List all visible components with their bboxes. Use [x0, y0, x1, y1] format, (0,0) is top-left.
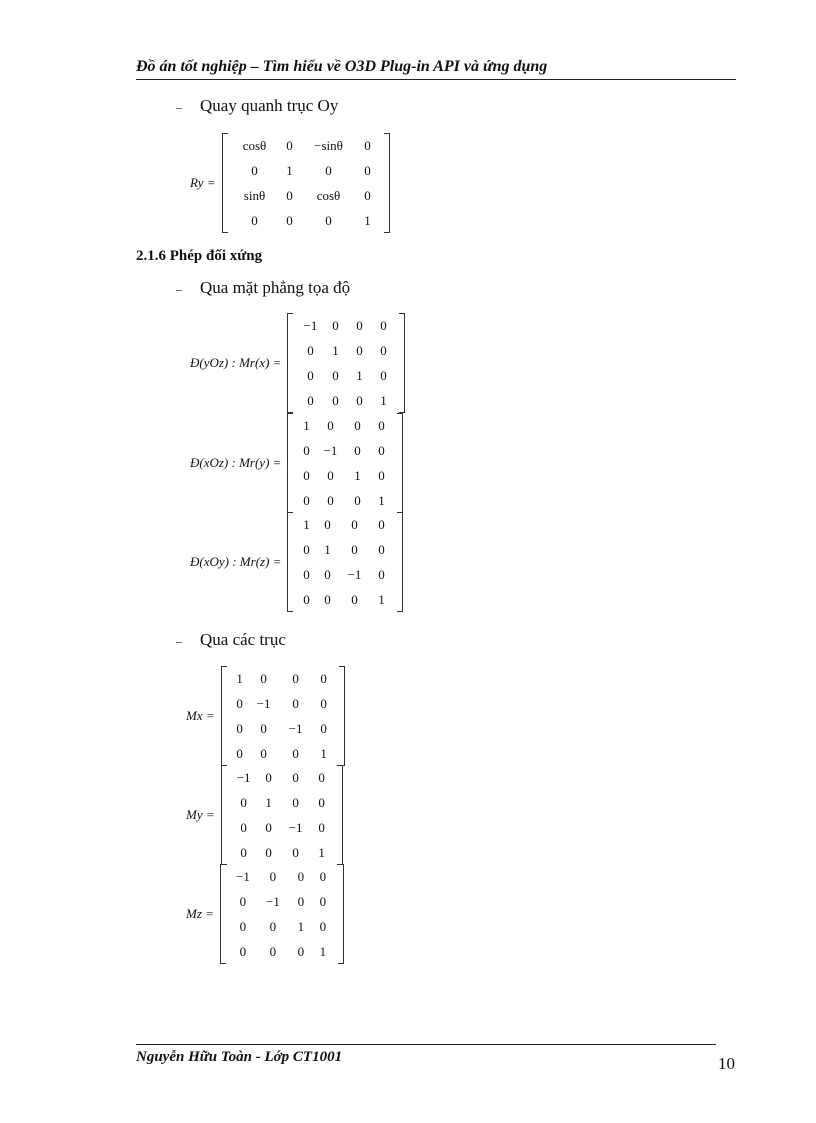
matrix-cell: 0 — [356, 393, 363, 408]
matrix-cell: 1 — [380, 393, 387, 408]
matrix — [287, 313, 405, 413]
matrix — [287, 512, 403, 612]
equation-lhs: Đ(xOz) : Mr(y) = — [190, 455, 282, 470]
matrix-cell: 0 — [303, 468, 310, 483]
matrix-cell: 0 — [265, 770, 272, 785]
matrix-cell: 0 — [378, 443, 385, 458]
matrix-cell: 0 — [380, 368, 387, 383]
bullet-axes — [176, 630, 286, 651]
matrix-cell: 0 — [240, 845, 247, 860]
page-header — [136, 57, 736, 80]
equation-rotation-y — [190, 133, 390, 233]
matrix-cell: 0 — [251, 163, 258, 178]
matrix-grid — [231, 666, 335, 766]
matrix-cell: 0 — [297, 894, 305, 909]
matrix-cell: −1 — [236, 869, 250, 884]
matrix-cell: 0 — [303, 443, 310, 458]
matrix-cell: 0 — [251, 213, 258, 228]
matrix-cell: 0 — [319, 869, 327, 884]
matrix-grid — [297, 313, 395, 413]
matrix-cell: 0 — [354, 493, 361, 508]
matrix-cell: 0 — [303, 542, 310, 557]
matrix-cell: 0 — [307, 393, 314, 408]
matrix-cell: −1 — [288, 820, 303, 835]
matrix-grid — [232, 133, 380, 233]
matrix-cell: −sinθ — [314, 138, 343, 153]
matrix-grid — [297, 413, 393, 513]
equation-lhs: Mx = — [186, 708, 215, 723]
footer-author: Nguyễn Hữu Toàn - Lớp CT1001 — [136, 1049, 343, 1065]
matrix-cell: 0 — [380, 318, 387, 333]
matrix-cell: 0 — [240, 795, 247, 810]
equation-lhs: Đ(yOz) : Mr(x) = — [190, 355, 282, 370]
matrix-cell: 0 — [292, 696, 299, 711]
bullet-dash: – — [176, 634, 182, 649]
matrix-cell: 0 — [297, 869, 305, 884]
matrix — [222, 133, 390, 233]
matrix — [220, 864, 344, 964]
matrix-cell: 0 — [292, 845, 299, 860]
matrix-cell: 0 — [324, 567, 331, 582]
matrix-cell: cosθ — [316, 188, 341, 203]
matrix-cell: −1 — [347, 567, 362, 582]
matrix-cell: 0 — [239, 894, 247, 909]
matrix-cell: −1 — [256, 696, 271, 711]
matrix-cell: 0 — [260, 721, 267, 736]
matrix-grid — [230, 864, 334, 964]
matrix-cell: −1 — [288, 721, 303, 736]
matrix-cell: 1 — [286, 163, 293, 178]
matrix-cell: 0 — [297, 944, 305, 959]
matrix-cell: 0 — [292, 795, 299, 810]
matrix-cell: 0 — [324, 592, 331, 607]
footer-divider — [136, 1044, 716, 1045]
equation-lhs: My = — [186, 807, 215, 822]
matrix-cell: cosθ — [242, 138, 267, 153]
matrix-cell: sinθ — [243, 188, 266, 203]
matrix-cell: 0 — [332, 318, 339, 333]
matrix-cell: 0 — [269, 944, 277, 959]
bullet-coordinate-planes — [176, 278, 350, 299]
matrix-cell: 1 — [319, 944, 327, 959]
matrix-cell: 0 — [318, 795, 325, 810]
bullet-dash: – — [176, 282, 182, 297]
equation-reflect-yoz — [190, 313, 405, 413]
equation-my — [186, 765, 343, 865]
matrix-cell: 1 — [303, 517, 310, 532]
matrix-cell: 1 — [354, 468, 361, 483]
matrix-cell: 0 — [269, 919, 277, 934]
matrix-cell: 0 — [318, 820, 325, 835]
matrix-cell: 0 — [260, 746, 267, 761]
matrix — [221, 666, 345, 766]
matrix-cell: 0 — [356, 318, 363, 333]
matrix-cell: 0 — [286, 138, 293, 153]
matrix-cell: 0 — [320, 721, 327, 736]
matrix-cell: 0 — [378, 418, 385, 433]
matrix-cell: 0 — [319, 894, 327, 909]
section-heading: 2.1.6 Phép đối xứng — [136, 248, 263, 264]
matrix-cell: 0 — [307, 343, 314, 358]
bullet-text: Quay quanh trục Oy — [200, 96, 339, 115]
equation-lhs: Mz = — [186, 906, 214, 921]
equation-mx — [186, 666, 345, 766]
matrix-cell: 1 — [318, 845, 325, 860]
matrix-cell: 0 — [260, 671, 267, 686]
equation-lhs: Ry = — [190, 175, 216, 190]
matrix-cell: 0 — [364, 188, 371, 203]
matrix-cell: 1 — [265, 795, 272, 810]
matrix-cell: 0 — [303, 493, 310, 508]
matrix-cell: 0 — [351, 542, 358, 557]
matrix — [221, 765, 343, 865]
matrix-cell: 1 — [364, 213, 371, 228]
page-number: 10 — [718, 1054, 735, 1073]
matrix-cell: 0 — [325, 163, 332, 178]
matrix-cell: 1 — [303, 418, 310, 433]
matrix — [287, 413, 403, 513]
matrix-cell: 0 — [292, 671, 299, 686]
matrix-cell: 0 — [265, 820, 272, 835]
matrix-cell: 0 — [324, 517, 331, 532]
matrix-cell: 0 — [236, 696, 243, 711]
matrix-cell: 0 — [354, 418, 361, 433]
matrix-cell: 0 — [327, 418, 334, 433]
matrix-cell: 0 — [332, 368, 339, 383]
matrix-cell: 0 — [239, 944, 247, 959]
matrix-cell: 0 — [239, 919, 247, 934]
header-title: Đồ án tốt nghiệp – Tìm hiểu về O3D Plug-in API và ứng dụng — [136, 58, 548, 75]
matrix-cell: 1 — [332, 343, 339, 358]
matrix-cell: 0 — [378, 468, 385, 483]
matrix-cell: 0 — [327, 468, 334, 483]
matrix-grid — [297, 512, 393, 612]
matrix-cell: 0 — [319, 919, 327, 934]
matrix-cell: 0 — [286, 188, 293, 203]
matrix-cell: 0 — [269, 869, 277, 884]
matrix-cell: 0 — [236, 721, 243, 736]
matrix-cell: −1 — [323, 443, 338, 458]
matrix-cell: 0 — [351, 517, 358, 532]
bullet-text: Qua các trục — [200, 630, 286, 649]
matrix-cell: 0 — [240, 820, 247, 835]
bullet-rotate-oy — [176, 96, 338, 117]
matrix-cell: 0 — [327, 493, 334, 508]
matrix-cell: 1 — [378, 493, 385, 508]
matrix-cell: 0 — [351, 592, 358, 607]
matrix-cell: 0 — [303, 567, 310, 582]
matrix-cell: 0 — [325, 213, 332, 228]
bullet-dash: – — [176, 100, 182, 115]
matrix-grid — [231, 765, 333, 865]
matrix-cell: 0 — [354, 443, 361, 458]
matrix-cell: −1 — [266, 894, 280, 909]
matrix-cell: 0 — [378, 567, 385, 582]
matrix-cell: 0 — [292, 746, 299, 761]
matrix-cell: 0 — [378, 517, 385, 532]
matrix-cell: 0 — [364, 163, 371, 178]
matrix-cell: 0 — [380, 343, 387, 358]
matrix-cell: 0 — [320, 671, 327, 686]
matrix-cell: 0 — [320, 696, 327, 711]
matrix-cell: 1 — [320, 746, 327, 761]
matrix-cell: 0 — [303, 592, 310, 607]
matrix-cell: 0 — [332, 393, 339, 408]
matrix-cell: 0 — [307, 368, 314, 383]
bullet-text: Qua mặt phẳng tọa độ — [200, 278, 351, 297]
matrix-cell: 1 — [378, 592, 385, 607]
matrix-cell: 1 — [236, 671, 243, 686]
equation-reflect-xoy — [190, 512, 403, 612]
matrix-cell: −1 — [236, 770, 251, 785]
equation-lhs: Đ(xOy) : Mr(z) = — [190, 554, 282, 569]
matrix-cell: −1 — [303, 318, 318, 333]
equation-reflect-xoz — [190, 413, 403, 513]
matrix-cell: 1 — [356, 368, 363, 383]
matrix-cell: 0 — [236, 746, 243, 761]
matrix-cell: 0 — [378, 542, 385, 557]
matrix-cell: 0 — [286, 213, 293, 228]
matrix-cell: 0 — [292, 770, 299, 785]
matrix-cell: 1 — [297, 919, 305, 934]
matrix-cell: 0 — [356, 343, 363, 358]
matrix-cell: 0 — [318, 770, 325, 785]
equation-mz — [186, 864, 344, 964]
matrix-cell: 0 — [364, 138, 371, 153]
matrix-cell: 0 — [265, 845, 272, 860]
matrix-cell: 1 — [324, 542, 331, 557]
